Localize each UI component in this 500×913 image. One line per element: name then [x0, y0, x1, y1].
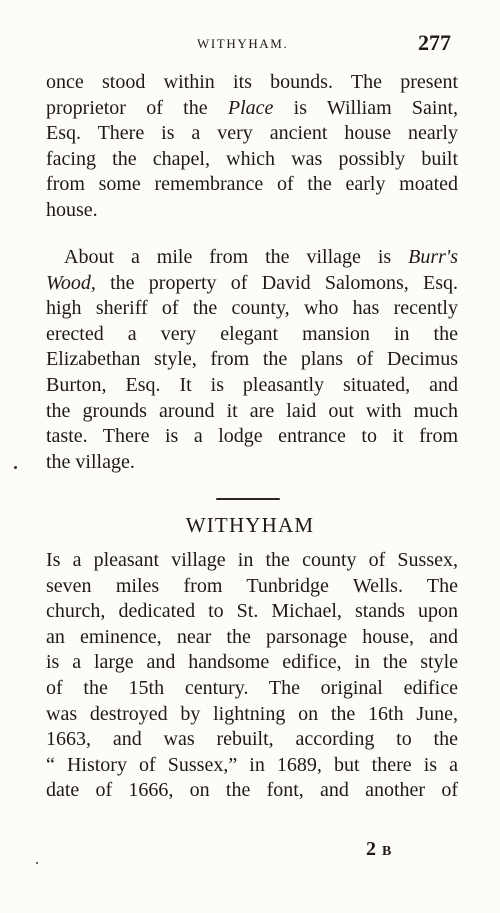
- ink-speck: [14, 466, 17, 469]
- section-divider: [216, 498, 280, 500]
- text-line: Is a pleasant village in the county of Sussex,: [46, 549, 458, 571]
- text-line: erected a very elegant mansion in the: [46, 322, 458, 345]
- signature-letter: B: [382, 844, 392, 859]
- text-line: the grounds around it are laid out with much: [46, 399, 458, 422]
- text-line: seven miles from Tunbridge Wells. The: [46, 574, 458, 597]
- text-line: is a large and handsome edifice, in the style: [46, 651, 458, 674]
- text-line: house.: [46, 198, 98, 221]
- text-line: Elizabethan style, from the plans of Decimus: [46, 348, 458, 371]
- text-line: from some remembrance of the early moated: [46, 173, 458, 196]
- page-number: 277: [418, 30, 451, 55]
- signature-number: 2: [366, 838, 382, 860]
- running-head: [0, 30, 500, 60]
- text-line: “ History of Sussex,” in 1689, but there is a: [46, 753, 458, 776]
- text-line: Burton, Esq. It is pleasantly situated, and: [46, 373, 458, 396]
- text-line: date of 1666, on the font, and another of: [46, 779, 458, 802]
- text-line: facing the chapel, which was possibly built: [46, 147, 458, 170]
- text-line: of the 15th century. The original edifice: [46, 676, 458, 699]
- paragraph-1: [46, 70, 458, 224]
- section-heading: WITHYHAM: [185, 513, 315, 537]
- text-line: the village.: [46, 450, 135, 473]
- text-line: was destroyed by lightning on the 16th June,: [46, 702, 458, 725]
- ink-speck: [36, 862, 38, 864]
- text-line: Esq. There is a very ancient house nearly: [46, 122, 458, 145]
- paragraph-3: [46, 548, 458, 804]
- text-line: taste. There is a lodge entrance to it from: [46, 425, 458, 448]
- text-line: an eminence, near the parsonage house, and: [46, 625, 458, 648]
- text-line: high sheriff of the county, who has recently: [46, 297, 458, 320]
- text-line: proprietor of the Place is William Saint,: [46, 96, 459, 119]
- text-line: once stood within its bounds. The present: [46, 71, 458, 93]
- text-line: church, dedicated to St. Michael, stands upon: [46, 600, 458, 623]
- text-line: Wood, the property of David Salomons, Esq.: [46, 271, 458, 294]
- paragraph-2: [46, 245, 458, 475]
- signature-mark: [366, 838, 391, 861]
- text-line: About a mile from the village is Burr's: [64, 246, 458, 268]
- text-line: 1663, and was rebuilt, according to the: [46, 728, 458, 751]
- running-title: WITHYHAM.: [197, 36, 289, 51]
